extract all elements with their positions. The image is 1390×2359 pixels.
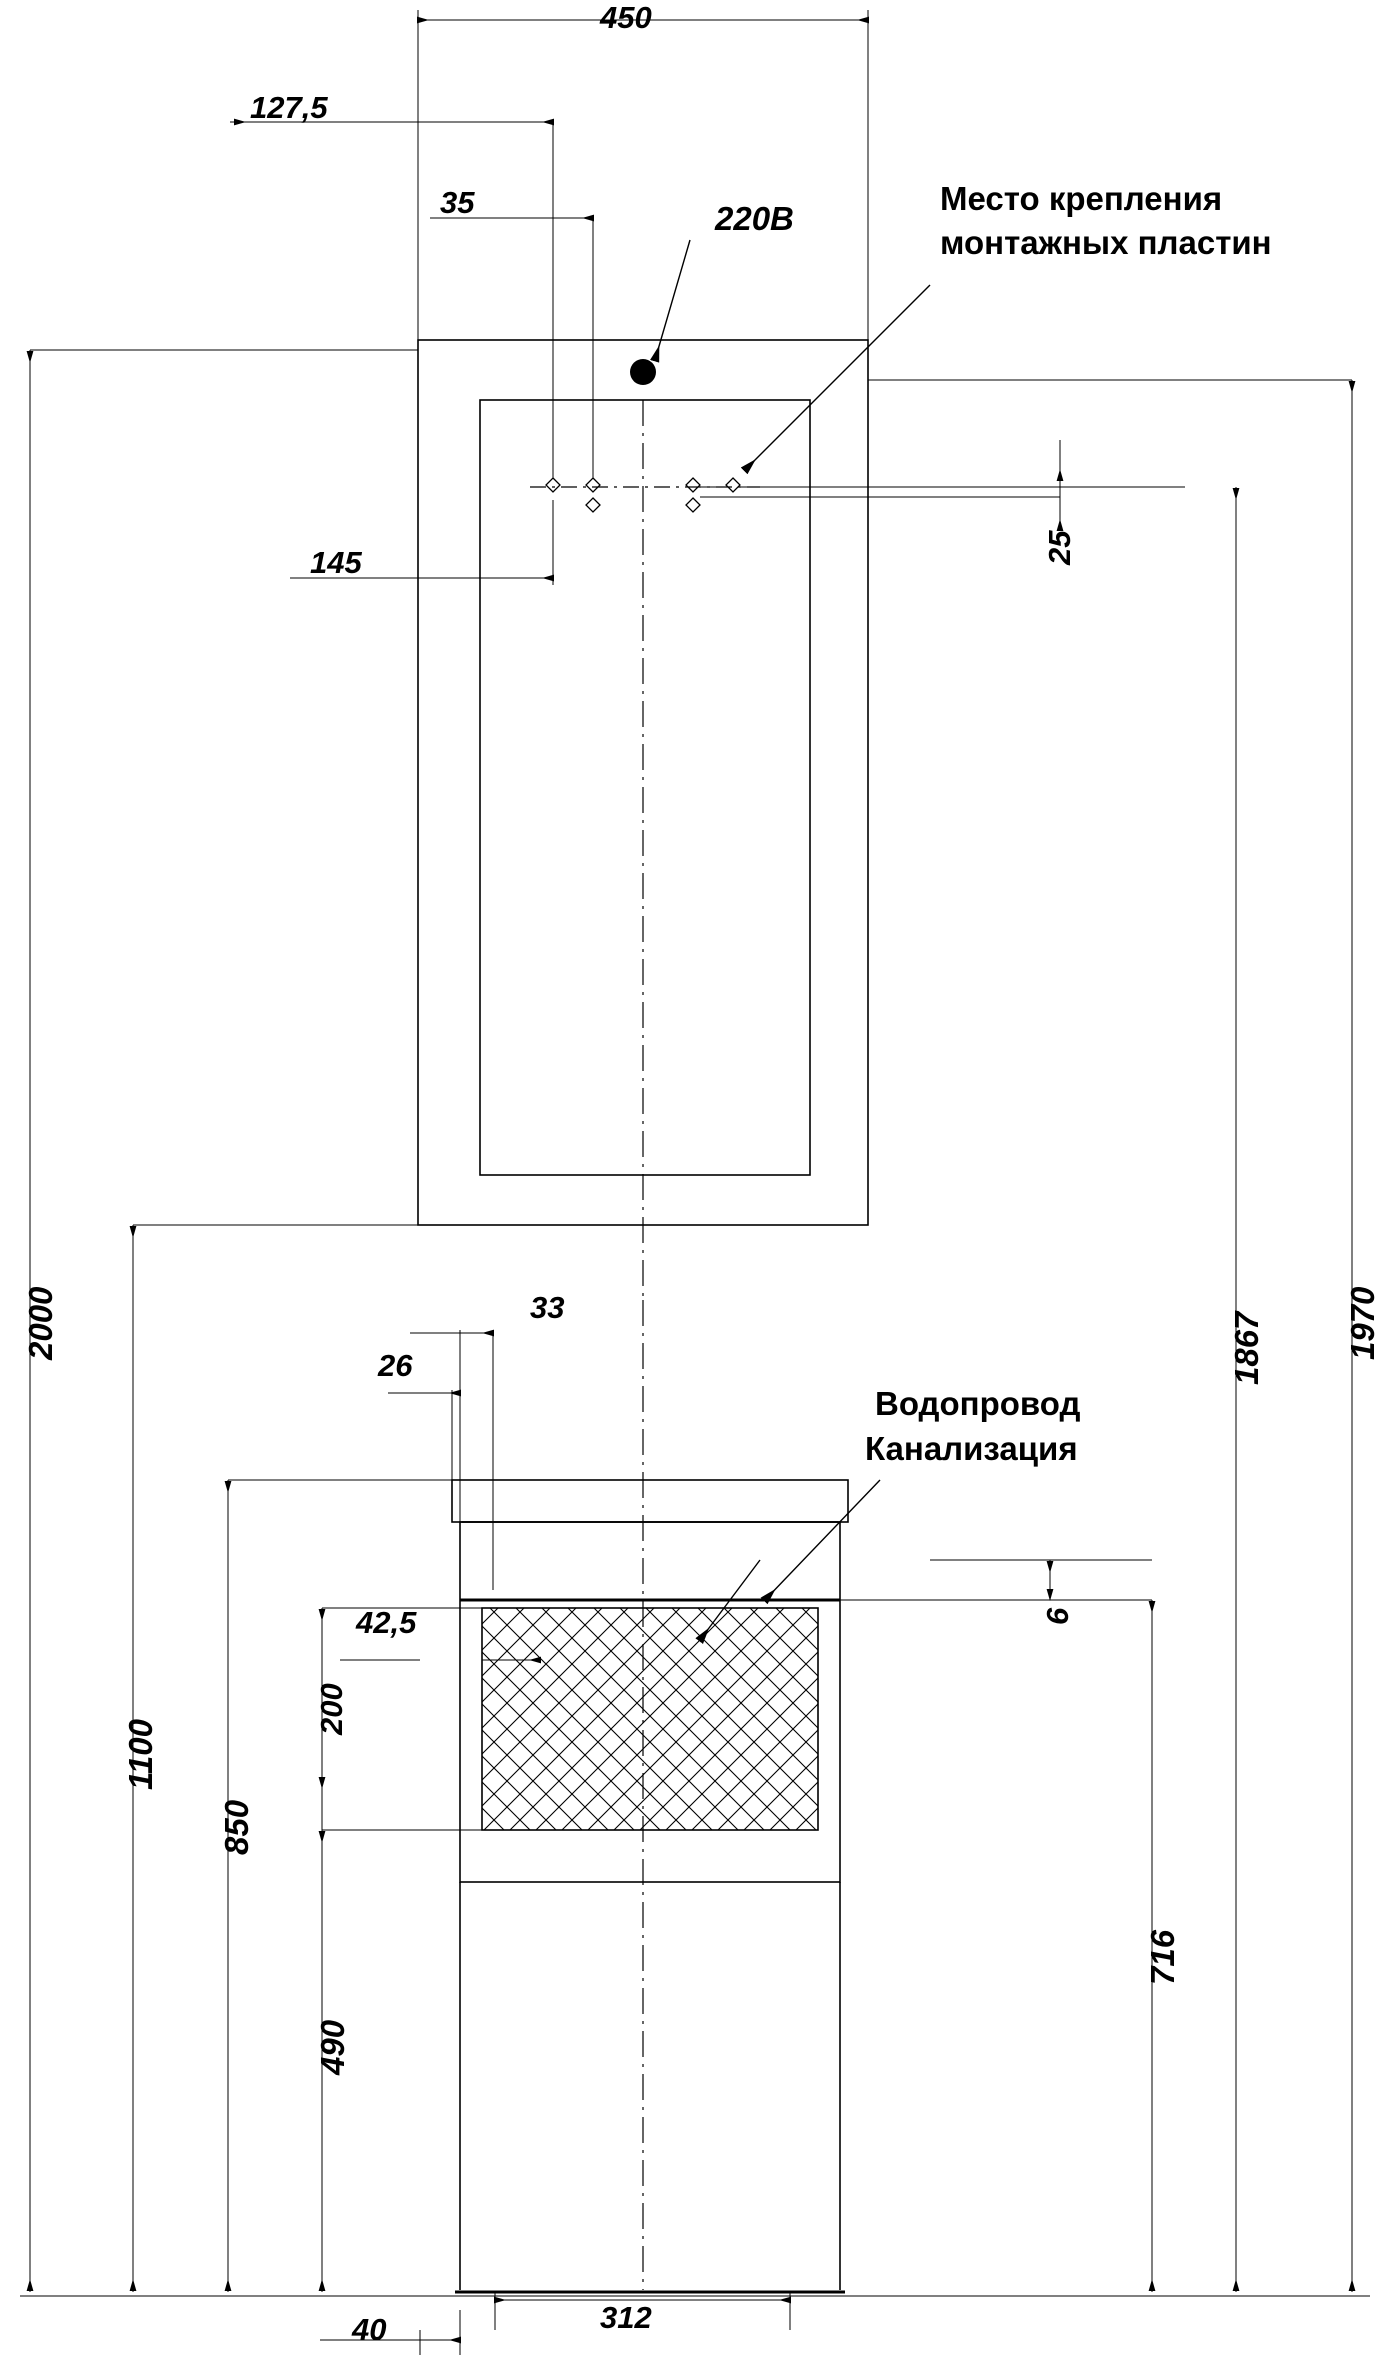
water-supply-note: Водопровод — [875, 1385, 1081, 1422]
power-label: 220В — [715, 200, 794, 237]
dim-200-label: 200 — [314, 1683, 349, 1735]
dim-127-5-label: 127,5 — [250, 90, 328, 125]
dim-40-label: 40 — [352, 2312, 387, 2347]
dim-450-label: 450 — [600, 0, 652, 35]
dim-2000-label: 2000 — [22, 1286, 59, 1360]
dim-1867-label: 1867 — [1228, 1311, 1265, 1385]
mounting-plates-note-line2: монтажных пластин — [940, 224, 1272, 261]
dim-312-label: 312 — [600, 2300, 652, 2335]
dim-33-label: 33 — [530, 1290, 565, 1325]
dim-716-label: 716 — [1144, 1929, 1181, 1985]
dim-1100-label: 1100 — [122, 1719, 159, 1790]
dim-1970-label: 1970 — [1344, 1286, 1381, 1360]
dim-42-5-label: 42,5 — [356, 1605, 417, 1640]
dim-850-label: 850 — [218, 1799, 255, 1855]
sewerage-note: Канализация — [865, 1430, 1078, 1467]
dim-145-label: 145 — [310, 545, 362, 580]
dim-26-label: 26 — [378, 1348, 413, 1383]
dim-490-label: 490 — [314, 2019, 351, 2075]
dim-35-label: 35 — [440, 185, 475, 220]
dim-6-label: 6 — [1040, 1607, 1075, 1625]
dim-25-label: 25 — [1042, 530, 1077, 565]
mounting-plates-note-line1: Место крепления — [940, 180, 1223, 217]
power-socket-marker — [630, 359, 656, 385]
